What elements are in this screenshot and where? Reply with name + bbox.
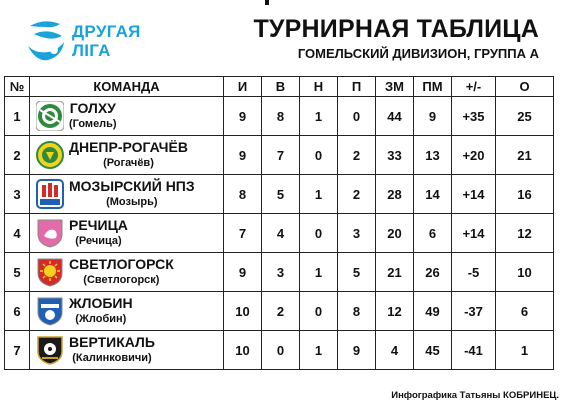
cell-draws: 1 (300, 253, 338, 292)
cell-played: 7 (224, 214, 262, 253)
cell-goal-diff: -41 (452, 331, 496, 370)
cell-team (30, 97, 224, 136)
cell-goal-diff: +35 (452, 97, 496, 136)
cell-wins: 2 (262, 292, 300, 331)
col-header-goals-for: ЗМ (376, 77, 414, 97)
cell-team (30, 253, 224, 292)
team-city: (Мозырь) (106, 196, 158, 208)
cell-losses: 2 (338, 175, 376, 214)
cell-pos: 1 (5, 97, 30, 136)
cell-goal-diff: -5 (452, 253, 496, 292)
zhlobin-crest-icon (36, 296, 64, 326)
cell-points: 21 (496, 136, 554, 175)
header-row (5, 77, 554, 97)
mozyr-npz-crest-icon (36, 179, 64, 209)
standings-table (4, 76, 554, 370)
table-row (5, 97, 554, 136)
team-name: РЕЧИЦА (69, 217, 128, 233)
team-name: ГОЛХУ (69, 100, 116, 116)
col-header-losses: П (338, 77, 376, 97)
cell-draws: 1 (300, 175, 338, 214)
cell-played: 9 (224, 253, 262, 292)
cell-losses: 5 (338, 253, 376, 292)
logo-line-1: ДРУГАЯ (72, 22, 141, 41)
team-name: ВЕРТИКАЛЬ (69, 334, 155, 350)
cell-points: 1 (496, 331, 554, 370)
cell-losses: 2 (338, 136, 376, 175)
team-city: (Светлогорск) (83, 274, 160, 286)
team-city: (Калинковичи) (72, 352, 152, 364)
table-row (5, 331, 554, 370)
cell-points: 16 (496, 175, 554, 214)
cell-goal-diff: +14 (452, 214, 496, 253)
cell-wins: 7 (262, 136, 300, 175)
cell-goal-diff: +14 (452, 175, 496, 214)
top-mark (265, 0, 269, 5)
cell-pos: 7 (5, 331, 30, 370)
league-logo (24, 16, 154, 68)
team-city: (Гомель) (69, 118, 117, 130)
table-row (5, 214, 554, 253)
cell-goals-for: 20 (376, 214, 414, 253)
cell-pos: 2 (5, 136, 30, 175)
cell-goals-for: 12 (376, 292, 414, 331)
cell-pos: 3 (5, 175, 30, 214)
infographic-credit: Инфографика Татьяны КОБРИНЕЦ. (391, 390, 559, 401)
cell-goals-against: 6 (414, 214, 452, 253)
cell-team (30, 292, 224, 331)
table-row (5, 253, 554, 292)
cell-goal-diff: -37 (452, 292, 496, 331)
vertikal-crest-icon (36, 335, 64, 365)
cell-goals-for: 33 (376, 136, 414, 175)
cell-goals-for: 28 (376, 175, 414, 214)
team-city: (Речица) (75, 235, 122, 247)
col-header-wins: В (262, 77, 300, 97)
cell-played: 10 (224, 331, 262, 370)
cell-draws: 0 (300, 136, 338, 175)
cell-goals-for: 4 (376, 331, 414, 370)
team-name: СВЕТЛОГОРСК (69, 256, 174, 272)
cell-played: 10 (224, 292, 262, 331)
cell-goals-against: 9 (414, 97, 452, 136)
team-name: ДНЕПР-РОГАЧЁВ (69, 139, 188, 155)
cell-played: 8 (224, 175, 262, 214)
cell-wins: 3 (262, 253, 300, 292)
col-header-goal-diff: +/- (452, 77, 496, 97)
col-header-pos: № (5, 77, 30, 97)
col-header-goals-against: ПМ (414, 77, 452, 97)
cell-goals-against: 49 (414, 292, 452, 331)
cell-goals-against: 26 (414, 253, 452, 292)
cell-goal-diff: +20 (452, 136, 496, 175)
svetlogorsk-crest-icon (36, 257, 64, 287)
table-row (5, 136, 554, 175)
cell-losses: 9 (338, 331, 376, 370)
cell-played: 9 (224, 97, 262, 136)
page-subtitle: ГОМЕЛЬСКИЙ ДИВИЗИОН, ГРУППА А (297, 46, 539, 61)
cell-points: 6 (496, 292, 554, 331)
cell-points: 10 (496, 253, 554, 292)
col-header-points: О (496, 77, 554, 97)
cell-draws: 1 (300, 97, 338, 136)
page-title: ТУРНИРНАЯ ТАБЛИЦА (253, 15, 539, 43)
rechitsa-crest-icon (36, 218, 64, 248)
team-name: ЖЛОБИН (69, 295, 133, 311)
cell-team (30, 136, 224, 175)
cell-draws: 1 (300, 331, 338, 370)
cell-wins: 4 (262, 214, 300, 253)
cell-team (30, 214, 224, 253)
cell-losses: 3 (338, 214, 376, 253)
logo-line-2: ЛІГА (72, 41, 111, 60)
cell-losses: 8 (338, 292, 376, 331)
cell-goals-against: 14 (414, 175, 452, 214)
league-logo-icon (24, 16, 70, 66)
cell-wins: 0 (262, 331, 300, 370)
cell-points: 12 (496, 214, 554, 253)
table-row (5, 292, 554, 331)
col-header-team: КОМАНДА (30, 77, 224, 97)
cell-points: 25 (496, 97, 554, 136)
cell-pos: 4 (5, 214, 30, 253)
table-row (5, 175, 554, 214)
cell-team (30, 331, 224, 370)
team-name: МОЗЫРСКИЙ НПЗ (69, 178, 195, 194)
dnepr-rogachev-crest-icon (36, 140, 64, 170)
cell-goals-for: 44 (376, 97, 414, 136)
cell-goals-for: 21 (376, 253, 414, 292)
golhu-crest-icon (36, 101, 64, 131)
cell-wins: 8 (262, 97, 300, 136)
team-city: (Рогачёв) (103, 157, 154, 169)
col-header-played: И (224, 77, 262, 97)
cell-wins: 5 (262, 175, 300, 214)
cell-goals-against: 13 (414, 136, 452, 175)
cell-draws: 0 (300, 214, 338, 253)
cell-losses: 0 (338, 97, 376, 136)
cell-pos: 5 (5, 253, 30, 292)
cell-goals-against: 45 (414, 331, 452, 370)
col-header-draws: Н (300, 77, 338, 97)
cell-pos: 6 (5, 292, 30, 331)
cell-draws: 0 (300, 292, 338, 331)
cell-team (30, 175, 224, 214)
cell-played: 9 (224, 136, 262, 175)
header (253, 14, 539, 63)
team-city: (Жлобин) (75, 313, 127, 325)
